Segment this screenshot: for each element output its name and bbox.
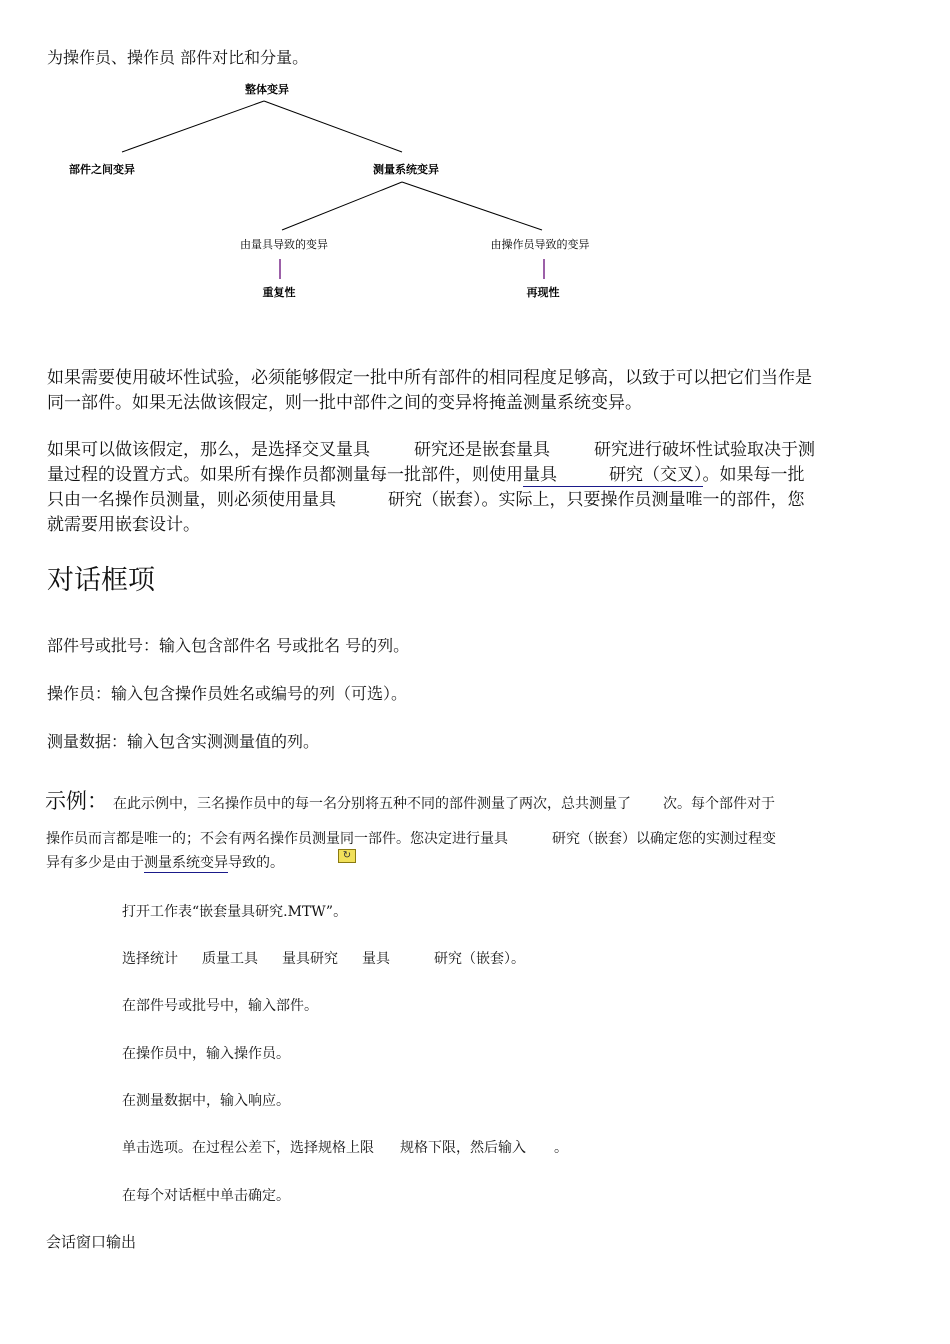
text-span: 如果可以做该假定，那么，是选择交叉量具 [47,440,370,460]
menu-path-part: 选择统计 [122,951,178,967]
edge-right-subright [402,182,542,230]
paragraph-crossed-vs-nested [47,438,912,538]
edge-right-subleft [282,182,402,230]
text-span: 次。每个部件对于 [663,796,775,812]
section-heading-dialog-items: 对话框项 [47,565,155,596]
step-open-worksheet: 打开工作表“嵌套量具研究.MTW”。 [122,904,348,920]
menu-path-part: 量具 [362,951,390,967]
node-reproducibility: 再现性 [526,286,560,299]
example-line-3 [46,852,284,872]
text-span: 量过程的设置方式。如果所有操作员都测量每一批部件，则使用 [47,465,523,485]
paragraph-line: 如果需要使用破坏性试验，必须能够假定一批中所有部件的相同程度足够高，以致于可以把它们当作是 [47,368,812,388]
paragraph-line [47,488,912,513]
step-options-tolerance [122,1137,568,1157]
node-total-variation: 整体变异 [245,83,289,96]
link-text: 研究（交叉） [609,465,703,485]
step-enter-response: 在测量数据中，输入响应。 [122,1093,290,1109]
text-span: 异有多少是由于 [46,855,144,871]
text-span: 单击选项。在过程公差下，选择规格上限 [122,1140,374,1156]
paragraph-line [47,438,912,463]
field-desc-measurement: 测量数据：输入包含实测测量值的列。 [47,732,320,751]
text-span: 研究还是嵌套量具 [414,440,550,460]
text-span: 只由一名操作员测量，则必须使用量具 [47,490,336,510]
step-enter-operators: 在操作员中，输入操作员。 [122,1046,290,1062]
text-span: 研究（嵌套）。实际上，只要操作员测量唯一的部件，您 [388,490,805,510]
example-line-1 [113,793,775,813]
paragraph-destructive-test [47,366,912,416]
menu-path-part: 质量工具 [202,951,258,967]
field-desc-operators: 操作员：输入包含操作员姓名或编号的列（可选）。 [47,684,408,703]
example-line-2 [46,828,776,848]
text-span: 操作员而言都是唯一的；不会有两名操作员测量同一部件。您决定进行量具 [46,831,508,847]
menu-path-part: 研究（嵌套）。 [434,951,525,967]
paragraph-line [47,463,912,488]
example-label: 示例： [45,789,108,813]
paragraph-line: 同一部件。如果无法做该假定，则一批中部件之间的变异将掩盖测量系统变异。 [47,393,642,413]
step-enter-parts: 在部件号或批号中，输入部件。 [122,998,318,1014]
text-span: 。 [554,1140,568,1156]
intro-text: 为操作员、操作员 部件对比和分量。 [47,48,309,67]
variance-diagram [0,0,950,320]
session-window-output-heading: 会话窗口输出 [46,1233,137,1251]
node-gage-variation: 由量具导致的变异 [240,238,328,251]
text-span: 规格下限，然后输入 [400,1140,526,1156]
gage-rr-crossed-link[interactable] [523,465,703,487]
measurement-system-variation-link[interactable]: 测量系统变异 [144,855,228,871]
text-span: 导致的。 [228,855,284,871]
text-span: 在此示例中，三名操作员中的每一名分别将五种不同的部件测量了两次，总共测量了 [113,796,631,812]
step-click-ok: 在每个对话框中单击确定。 [122,1188,290,1204]
edge-root-left [122,101,264,152]
text-span: 。如果每一批 [702,465,805,485]
node-part-to-part: 部件之间变异 [69,163,135,176]
step-choose-menu [122,948,525,968]
help-topic-icon[interactable]: ↻ [338,849,356,863]
field-desc-parts: 部件号或批号：输入包含部件名 号或批名 号的列。 [47,636,410,655]
text-span: 研究（嵌套）以确定您的实测过程变 [552,831,776,847]
paragraph-line: 就需要用嵌套设计。 [47,515,200,535]
node-operator-variation: 由操作员导致的变异 [490,238,590,251]
node-measurement-system: 测量系统变异 [373,163,439,176]
text-span: 研究进行破坏性试验取决于测 [594,440,815,460]
menu-path-part: 量具研究 [282,951,338,967]
link-text: 量具 [523,465,557,485]
node-repeatability: 重复性 [262,286,296,299]
edge-root-right [264,101,402,152]
